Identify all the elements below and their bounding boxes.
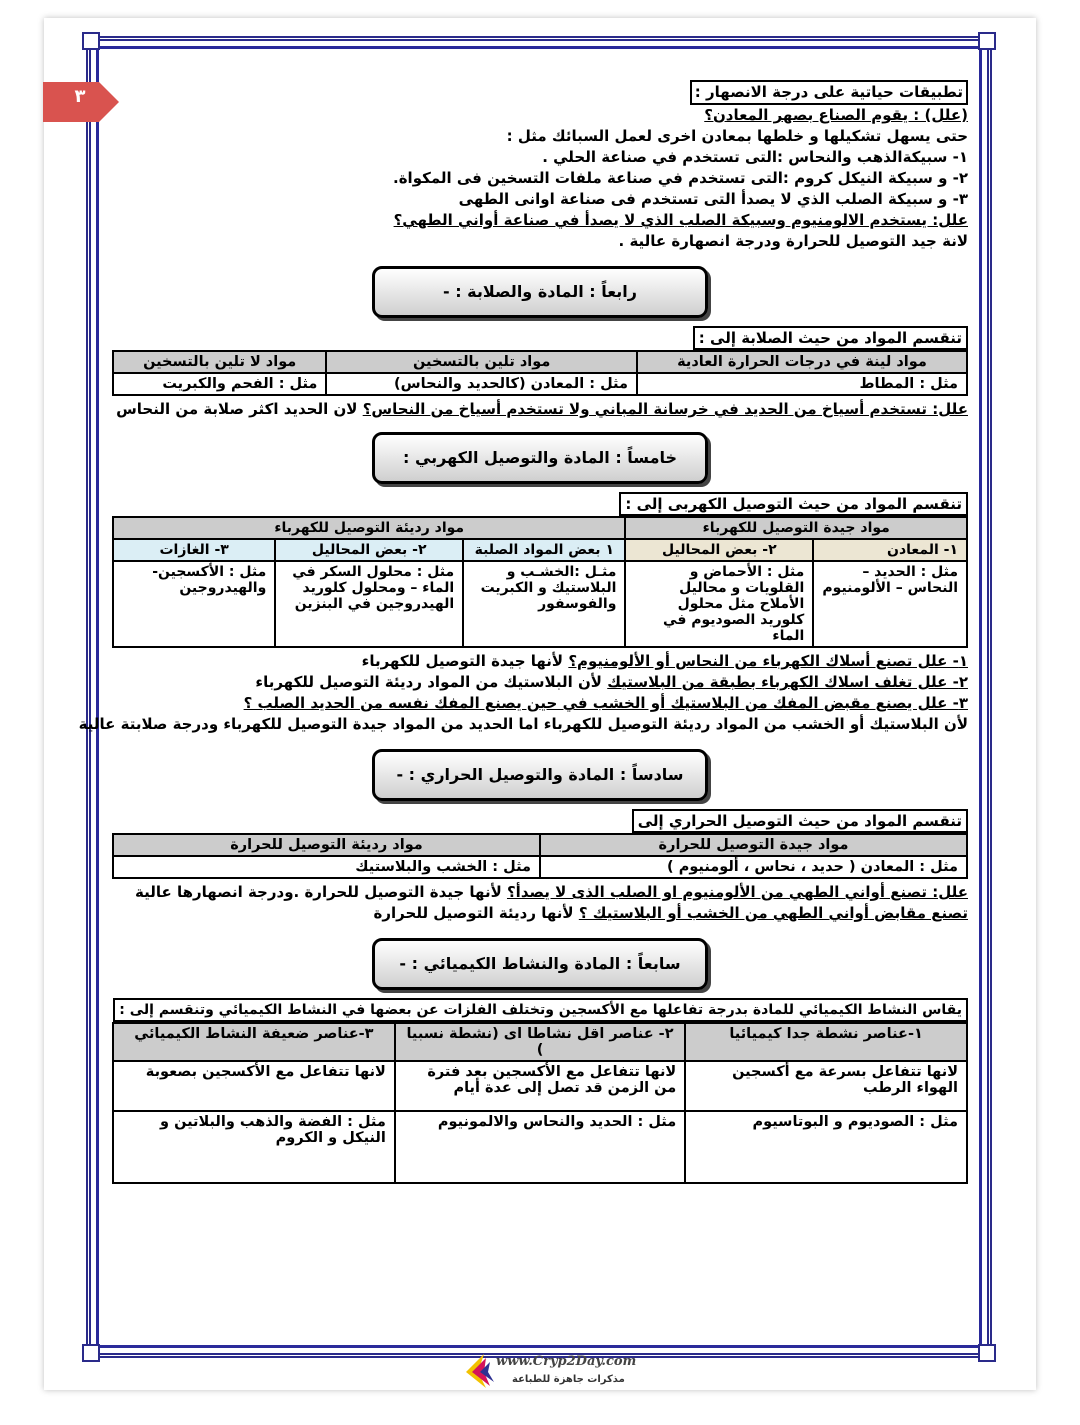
thermal-intro: تنقسم المواد من حيث التوصيل الحراري إلى xyxy=(632,809,968,833)
table-header: ١-عناصر نشطة جدا كيميائيا xyxy=(685,1023,967,1061)
table-cell: لانها تتفاعل بسرعة مع أكسجين الهواء الرطب xyxy=(685,1061,967,1111)
table-cell: مثـل :الخشـب و البلاستيك و الكبريت والفوسفور xyxy=(463,561,625,647)
table-cell: مثل : المطاط xyxy=(637,373,967,395)
table-cell: لانها تتفاعل مع الأكسجين بصعوبة xyxy=(113,1061,395,1111)
section-heading-chemical: سابعاً : المادة والنشاط الكيميائي : - xyxy=(372,938,708,990)
table-subheader: ٢- بعض المحاليل xyxy=(275,539,463,561)
chemical-intro: يقاس النشاط الكيميائي للمادة بدرجة تفاعلها مع الأكسجين وتختلف الفلزات عن بعضها في النشاط الكيميائي وتنقسم إلى : xyxy=(113,998,968,1022)
table-header: مواد تلين بالتسخين xyxy=(326,351,637,373)
hardness-intro: تنقسم المواد من حيث الصلابة إلى : xyxy=(693,326,968,350)
question-iron-rods: علل: تستخدم أسياخ من الحديد في خرسانة المباني ولا تستخدم أسياخ من النحاس؟ xyxy=(362,400,968,418)
table-group-header: مواد جيدة التوصيل للكهرباء xyxy=(625,517,967,539)
answer-cookware: لانة جيد التوصيل للحرارة ودرجة انصهارة عالية . xyxy=(618,232,968,250)
table-group-header: مواد رديئة التوصيل للكهرباء xyxy=(113,517,625,539)
table-cell: مثل : الفحم والكبريت xyxy=(113,373,326,395)
table-cell: لانها تتفاعل مع الأكسجين بعد فترة من الزمن قد تصل إلى عدة أيام xyxy=(395,1061,685,1111)
answer-insulation: لأن البلاستيك من المواد رديئة التوصيل للكهرباء xyxy=(255,673,602,691)
table-cell: مثل : الصوديوم و البوتاسيوم xyxy=(685,1111,967,1183)
table-subheader: ١- المعادن xyxy=(813,539,967,561)
border-corner xyxy=(82,1344,100,1362)
answer-pots: لأنها جيدة التوصيل للحرارة .ودرجة انصهارها عالية xyxy=(135,883,502,901)
table-cell: مثل : الأكسجين- والهيدروجين xyxy=(113,561,275,647)
answer-wires: لأنها جيدة التوصيل للكهرباء xyxy=(361,652,564,670)
alloy-item: ٣- و سبيكة الصلب الذي لا يصدأ التى تستخدم فى صناعة اوانى الطهى xyxy=(458,190,968,208)
electric-table xyxy=(112,516,968,648)
footer-subtitle: مذكرات جاهزة للطباعة xyxy=(512,1374,625,1385)
footer-url: www.Cryp2Day.com xyxy=(496,1354,637,1369)
table-cell: مثل : الأحماض و القلويات و محاليل الأملاح مثل محلول كلوريد الصوديوم في الماء xyxy=(625,561,813,647)
table-header: ٢- عناصر اقل نشاطا اى (نشطة نسبيا ) xyxy=(395,1023,685,1061)
table-subheader: ١ بعض المواد الصلبة xyxy=(463,539,625,561)
page-number: ٣ xyxy=(74,86,86,107)
table-cell: مثل : المعادن ( حديد ، نحاس ، ألومنيوم ) xyxy=(540,856,967,878)
table-header: مواد رديئة التوصيل للحرارة xyxy=(113,834,540,856)
table-cell: مثل : محلول السكر في الماء – ومحلول كلوريد الهيدروجين في البنزين xyxy=(275,561,463,647)
electric-intro: تنقسم المواد من حيث التوصيل الكهربى إلى : xyxy=(619,492,968,516)
question-handles: تصنع مقابض أواني الطهي من الخشب أو البلاستيك ؟ xyxy=(578,904,968,922)
table-header: مواد جيدة التوصيل للحرارة xyxy=(540,834,967,856)
answer-iron-rods: لان الحديد اكثر صلابة من النحاس xyxy=(116,400,358,418)
table-header: مواد لا تلين بالتسخين xyxy=(113,351,326,373)
border-corner xyxy=(978,1344,996,1362)
question-wires: ١- علل تصنع أسلاك الكهرباء من النحاس أو الألومنيوم؟ xyxy=(568,652,968,670)
document-content xyxy=(78,80,968,1184)
table-cell: مثل : الفضة والذهب والبلاتين و النيكل و الكروم xyxy=(113,1111,395,1183)
section-heading-electric: خامساً : المادة والتوصيل الكهربي : xyxy=(372,432,708,484)
answer-handles: لأنها رديئة التوصيل للحرارة xyxy=(373,904,574,922)
question-pots: علل: تصنع أواني الطهي من الألومنيوم او الصلب الذى لا يصدأ؟ xyxy=(506,883,968,901)
answer-screwdriver: لأن البلاستيك أو الخشب من المواد رديئة التوصيل للكهرباء اما الحديد من المواد جيدة التوصيل للكهرباء ودرجة صلابتة عالية xyxy=(78,715,968,733)
table-subheader: ٢- بعض المحاليل xyxy=(625,539,813,561)
section-heading-hardness: رابعاً : المادة والصلابة : - xyxy=(372,266,708,318)
table-subheader: ٣- الغازات xyxy=(113,539,275,561)
question-cookware: علل: يستخدم الالومنيوم وسبيكة الصلب الذي لا يصدأ في صناعة أواني الطهي؟ xyxy=(393,211,968,229)
border-corner xyxy=(978,32,996,50)
thermal-table xyxy=(112,833,968,879)
answer-melting: حتى يسهل تشكيلها و خلطها بمعادن اخرى لعمل السبائك مثل : xyxy=(506,127,968,145)
table-cell: مثل : الحديد – النحاس – الألومنيوم xyxy=(813,561,967,647)
table-cell: مثل : الخشب والبلاستيك xyxy=(113,856,540,878)
section-heading-thermal: سادساً : المادة والتوصيل الحراري : - xyxy=(372,749,708,801)
question-screwdriver: ٣- علل يصنع مقبض المفك من البلاستيك أو الخشب في حين يصنع المفك نفسه من الحديد الصلب ؟ xyxy=(243,694,968,712)
table-cell: مثل : الحديد والنحاس والالمونيوم xyxy=(395,1111,685,1183)
border-corner xyxy=(82,32,100,50)
section-title-apps: تطبيقات حياتية على درجة الانصهار : xyxy=(690,80,968,105)
question-insulation: ٢- علل تغلف اسلاك الكهرباء بطبقة من البلاستيك xyxy=(607,673,968,691)
table-cell: مثل : المعادن (كالحديد والنحاس) xyxy=(326,373,637,395)
hardness-table xyxy=(112,350,968,396)
alloy-item: ٢- و سبيكة النيكل كروم :التى تستخدم في صناعة ملفات التسخين فى المكواة. xyxy=(393,169,968,187)
table-header: مواد لينة في درجات الحرارة العادية xyxy=(637,351,967,373)
chemical-table xyxy=(112,1022,968,1184)
alloy-item: ١- سبيكةالذهب والنحاس :التى تستخدم في صناعة الحلي . xyxy=(542,148,968,166)
question-melting: (علل) : يقوم الصناع بصهر المعادن؟ xyxy=(704,106,968,124)
table-header: ٣-عناصر ضعيفة النشاط الكيميائي xyxy=(113,1023,395,1061)
